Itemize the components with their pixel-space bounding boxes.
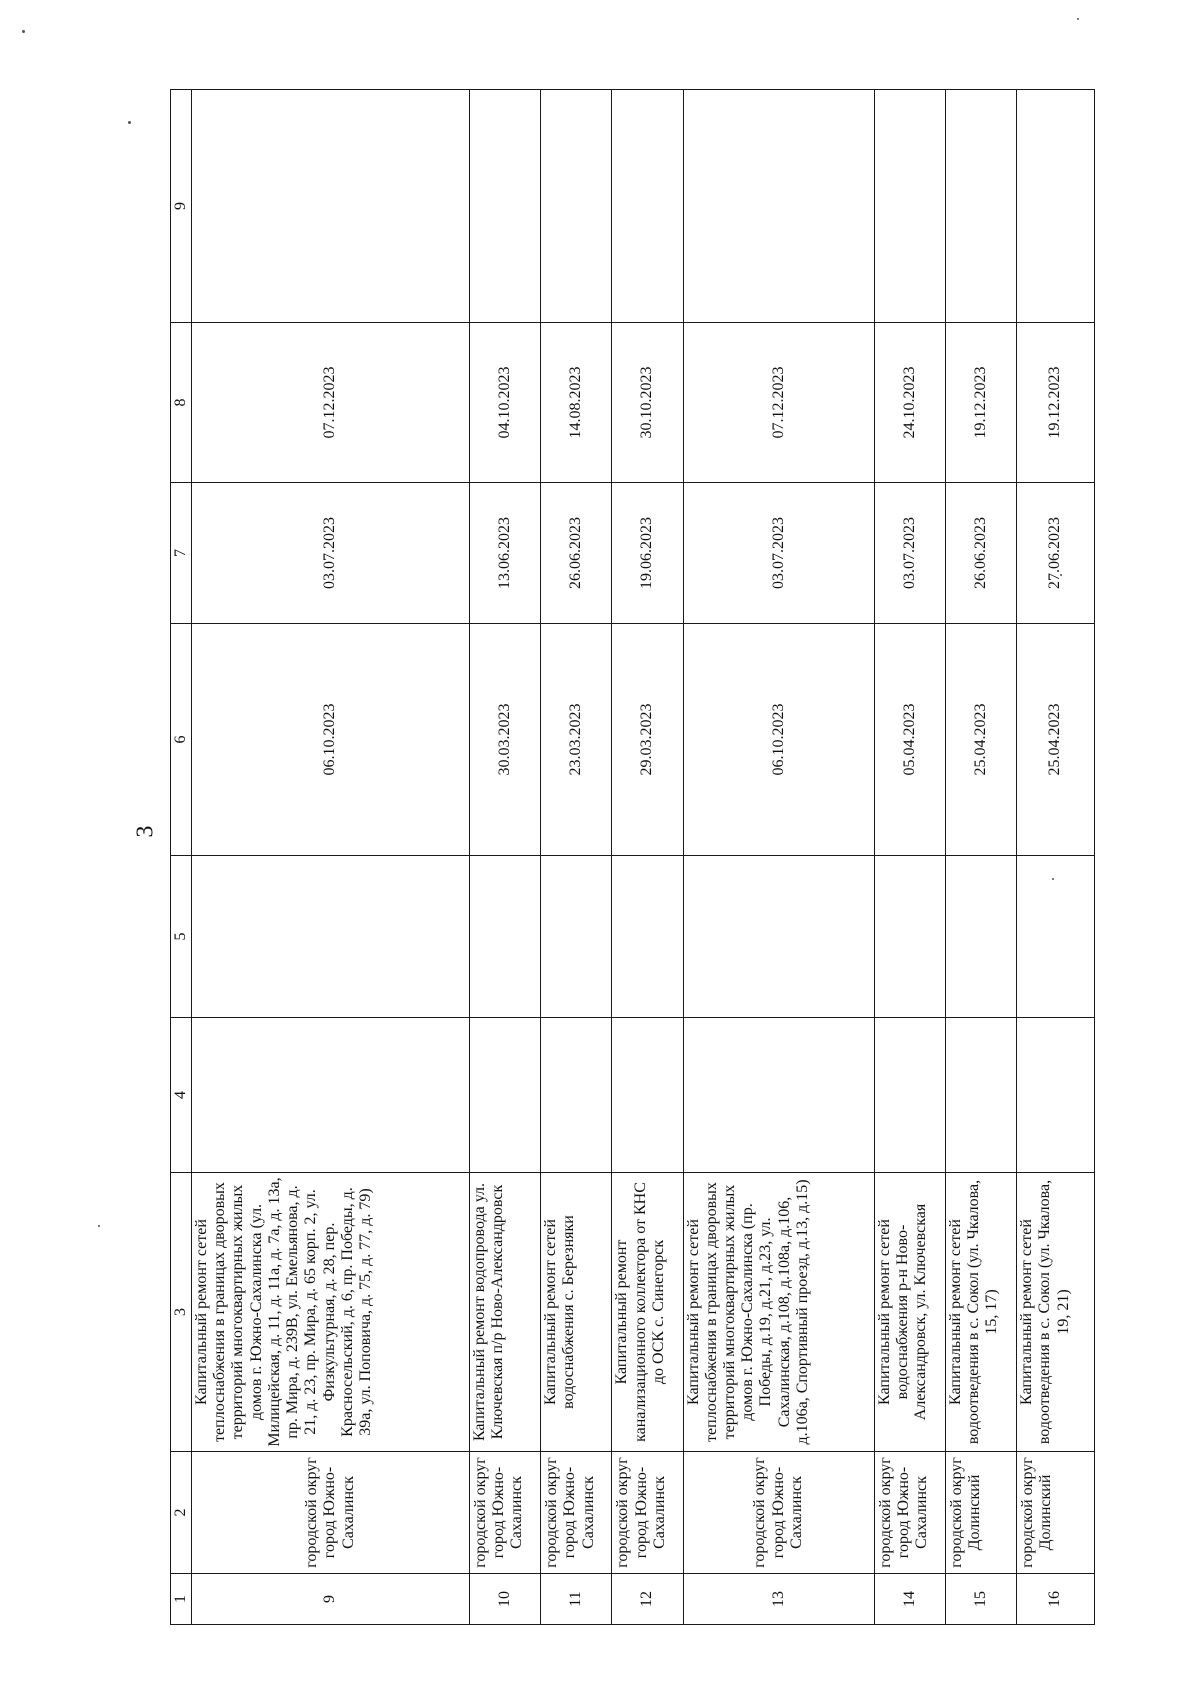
municipality-cell: городской округ город Южно-Сахалинск <box>612 1452 683 1574</box>
municipality-cell: городской округ город Южно-Сахалинск <box>541 1452 612 1574</box>
municipality-cell: городской округ город Южно-Сахалинск <box>683 1452 874 1574</box>
column-8-date: 07.12.2023 <box>683 323 874 483</box>
column-9-cell <box>874 90 945 323</box>
column-6-date: 25.04.2023 <box>945 624 1016 856</box>
row-number: 9 <box>192 1574 470 1625</box>
row-number: 11 <box>541 1574 612 1625</box>
column-8-date: 07.12.2023 <box>192 323 470 483</box>
column-6-date: 05.04.2023 <box>874 624 945 856</box>
column-5-cell <box>945 856 1016 1018</box>
column-7-date: 03.07.2023 <box>683 483 874 624</box>
header-cell: 5 <box>171 856 192 1018</box>
header-cell: 4 <box>171 1018 192 1173</box>
municipality-cell: городской округ город Южно-Сахалинск <box>874 1452 945 1574</box>
column-9-cell <box>945 90 1016 323</box>
rotated-table-sheet <box>170 90 1095 1625</box>
column-4-cell <box>470 1018 541 1173</box>
scan-speck <box>1077 18 1079 20</box>
header-cell: 8 <box>171 323 192 483</box>
row-number: 15 <box>945 1574 1016 1625</box>
municipality-cell: городской округ Долинский <box>945 1452 1016 1574</box>
page-number: 3 <box>132 825 159 838</box>
column-8-date: 24.10.2023 <box>874 323 945 483</box>
description-cell: Капитальный ремонт сетей водоснабжения с. Березняки <box>541 1173 612 1452</box>
column-5-cell <box>612 856 683 1018</box>
description-cell: Капитальный ремонт канализационного коллектора от КНС до ОСК с. Синегорск <box>612 1173 683 1452</box>
table-row <box>683 90 874 1625</box>
table-row <box>874 90 945 1625</box>
header-cell: 7 <box>171 483 192 624</box>
scan-speck <box>98 1225 100 1227</box>
table-row <box>192 90 470 1625</box>
column-9-cell <box>1017 90 1095 323</box>
row-number: 10 <box>470 1574 541 1625</box>
header-cell: 2 <box>171 1452 192 1574</box>
column-9-cell <box>683 90 874 323</box>
column-5-cell <box>470 856 541 1018</box>
table-row <box>612 90 683 1625</box>
description-cell: Капитальный ремонт сетей водоотведения в с. Сокол (ул. Чкалова, 15, 17) <box>945 1173 1016 1452</box>
scan-speck <box>128 121 131 124</box>
column-7-date: 03.07.2023 <box>874 483 945 624</box>
column-4-cell <box>541 1018 612 1173</box>
description-cell: Капитальный ремонт сетей водоснабжения р-н Ново-Александровск, ул. Ключевская <box>874 1173 945 1452</box>
scan-speck <box>22 30 25 33</box>
column-4-cell <box>612 1018 683 1173</box>
column-7-date: 13.06.2023 <box>470 483 541 624</box>
table-row <box>945 90 1016 1625</box>
header-cell: 6 <box>171 624 192 856</box>
column-5-cell <box>541 856 612 1018</box>
table-row <box>541 90 612 1625</box>
row-number: 16 <box>1017 1574 1095 1625</box>
municipality-cell: городской округ город Южно-Сахалинск <box>470 1452 541 1574</box>
column-8-date: 19.12.2023 <box>945 323 1016 483</box>
table-row <box>470 90 541 1625</box>
column-6-date: 06.10.2023 <box>683 624 874 856</box>
column-7-date: 26.06.2023 <box>945 483 1016 624</box>
header-row <box>171 90 192 1625</box>
column-4-cell <box>192 1018 470 1173</box>
header-cell: 9 <box>171 90 192 323</box>
column-7-date: 27.06.2023 <box>1017 483 1095 624</box>
column-7-date: 19.06.2023 <box>612 483 683 624</box>
column-6-date: 29.03.2023 <box>612 624 683 856</box>
municipality-cell: городской округ Долинский <box>1017 1452 1095 1574</box>
column-9-cell <box>192 90 470 323</box>
column-5-cell <box>192 856 470 1018</box>
column-4-cell <box>874 1018 945 1173</box>
works-table <box>170 89 1095 1625</box>
column-8-date: 19.12.2023 <box>1017 323 1095 483</box>
column-8-date: 04.10.2023 <box>470 323 541 483</box>
column-8-date: 30.10.2023 <box>612 323 683 483</box>
column-6-date: 06.10.2023 <box>192 624 470 856</box>
column-9-cell <box>470 90 541 323</box>
column-9-cell <box>612 90 683 323</box>
column-4-cell <box>1017 1018 1095 1173</box>
column-4-cell <box>945 1018 1016 1173</box>
row-number: 14 <box>874 1574 945 1625</box>
column-5-cell <box>874 856 945 1018</box>
row-number: 12 <box>612 1574 683 1625</box>
row-number: 13 <box>683 1574 874 1625</box>
column-5-cell <box>683 856 874 1018</box>
header-cell: 3 <box>171 1173 192 1452</box>
description-cell: Капитальный ремонт сетей теплоснабжения в границах дворовых территорий многоквартирных жилых домов г. Южно-Сахалинска (ул. Милицейская, д. 11, д. 11а, д. 7а, д. 13а, пр. Мира, д. 239В, ул. Емельянова, д. 21, д. 23, пр. Мира, д. 65 корп. 2, ул. Физкультурная, д. 28, пер. Красносельский, д. 6, пр. Победы, д. 39а, ул. Поповича, д. 75, д. 77, д. 79) <box>192 1173 470 1452</box>
column-5-cell <box>1017 856 1095 1018</box>
description-cell: Капитальный ремонт сетей теплоснабжения в границах дворовых территорий многоквартирных жилых домов г. Южно-Сахалинска (пр. Победы, д.19, д.21, д.23, ул. Сахалинская, д.108, д.108а, д.106, д.106а, Спортивный проезд, д.13, д.15) <box>683 1173 874 1452</box>
column-7-date: 26.06.2023 <box>541 483 612 624</box>
description-cell: Капитальный ремонт сетей водоотведения в с. Сокол (ул. Чкалова, 19, 21) <box>1017 1173 1095 1452</box>
column-4-cell <box>683 1018 874 1173</box>
municipality-cell: городской округ город Южно-Сахалинск <box>192 1452 470 1574</box>
header-cell: 1 <box>171 1574 192 1625</box>
column-7-date: 03.07.2023 <box>192 483 470 624</box>
column-6-date: 25.04.2023 <box>1017 624 1095 856</box>
column-6-date: 23.03.2023 <box>541 624 612 856</box>
description-cell: Капитальный ремонт водопровода ул. Ключевская п/р Ново-Александровск <box>470 1173 541 1452</box>
column-9-cell <box>541 90 612 323</box>
table-row <box>1017 90 1095 1625</box>
column-8-date: 14.08.2023 <box>541 323 612 483</box>
column-6-date: 30.03.2023 <box>470 624 541 856</box>
